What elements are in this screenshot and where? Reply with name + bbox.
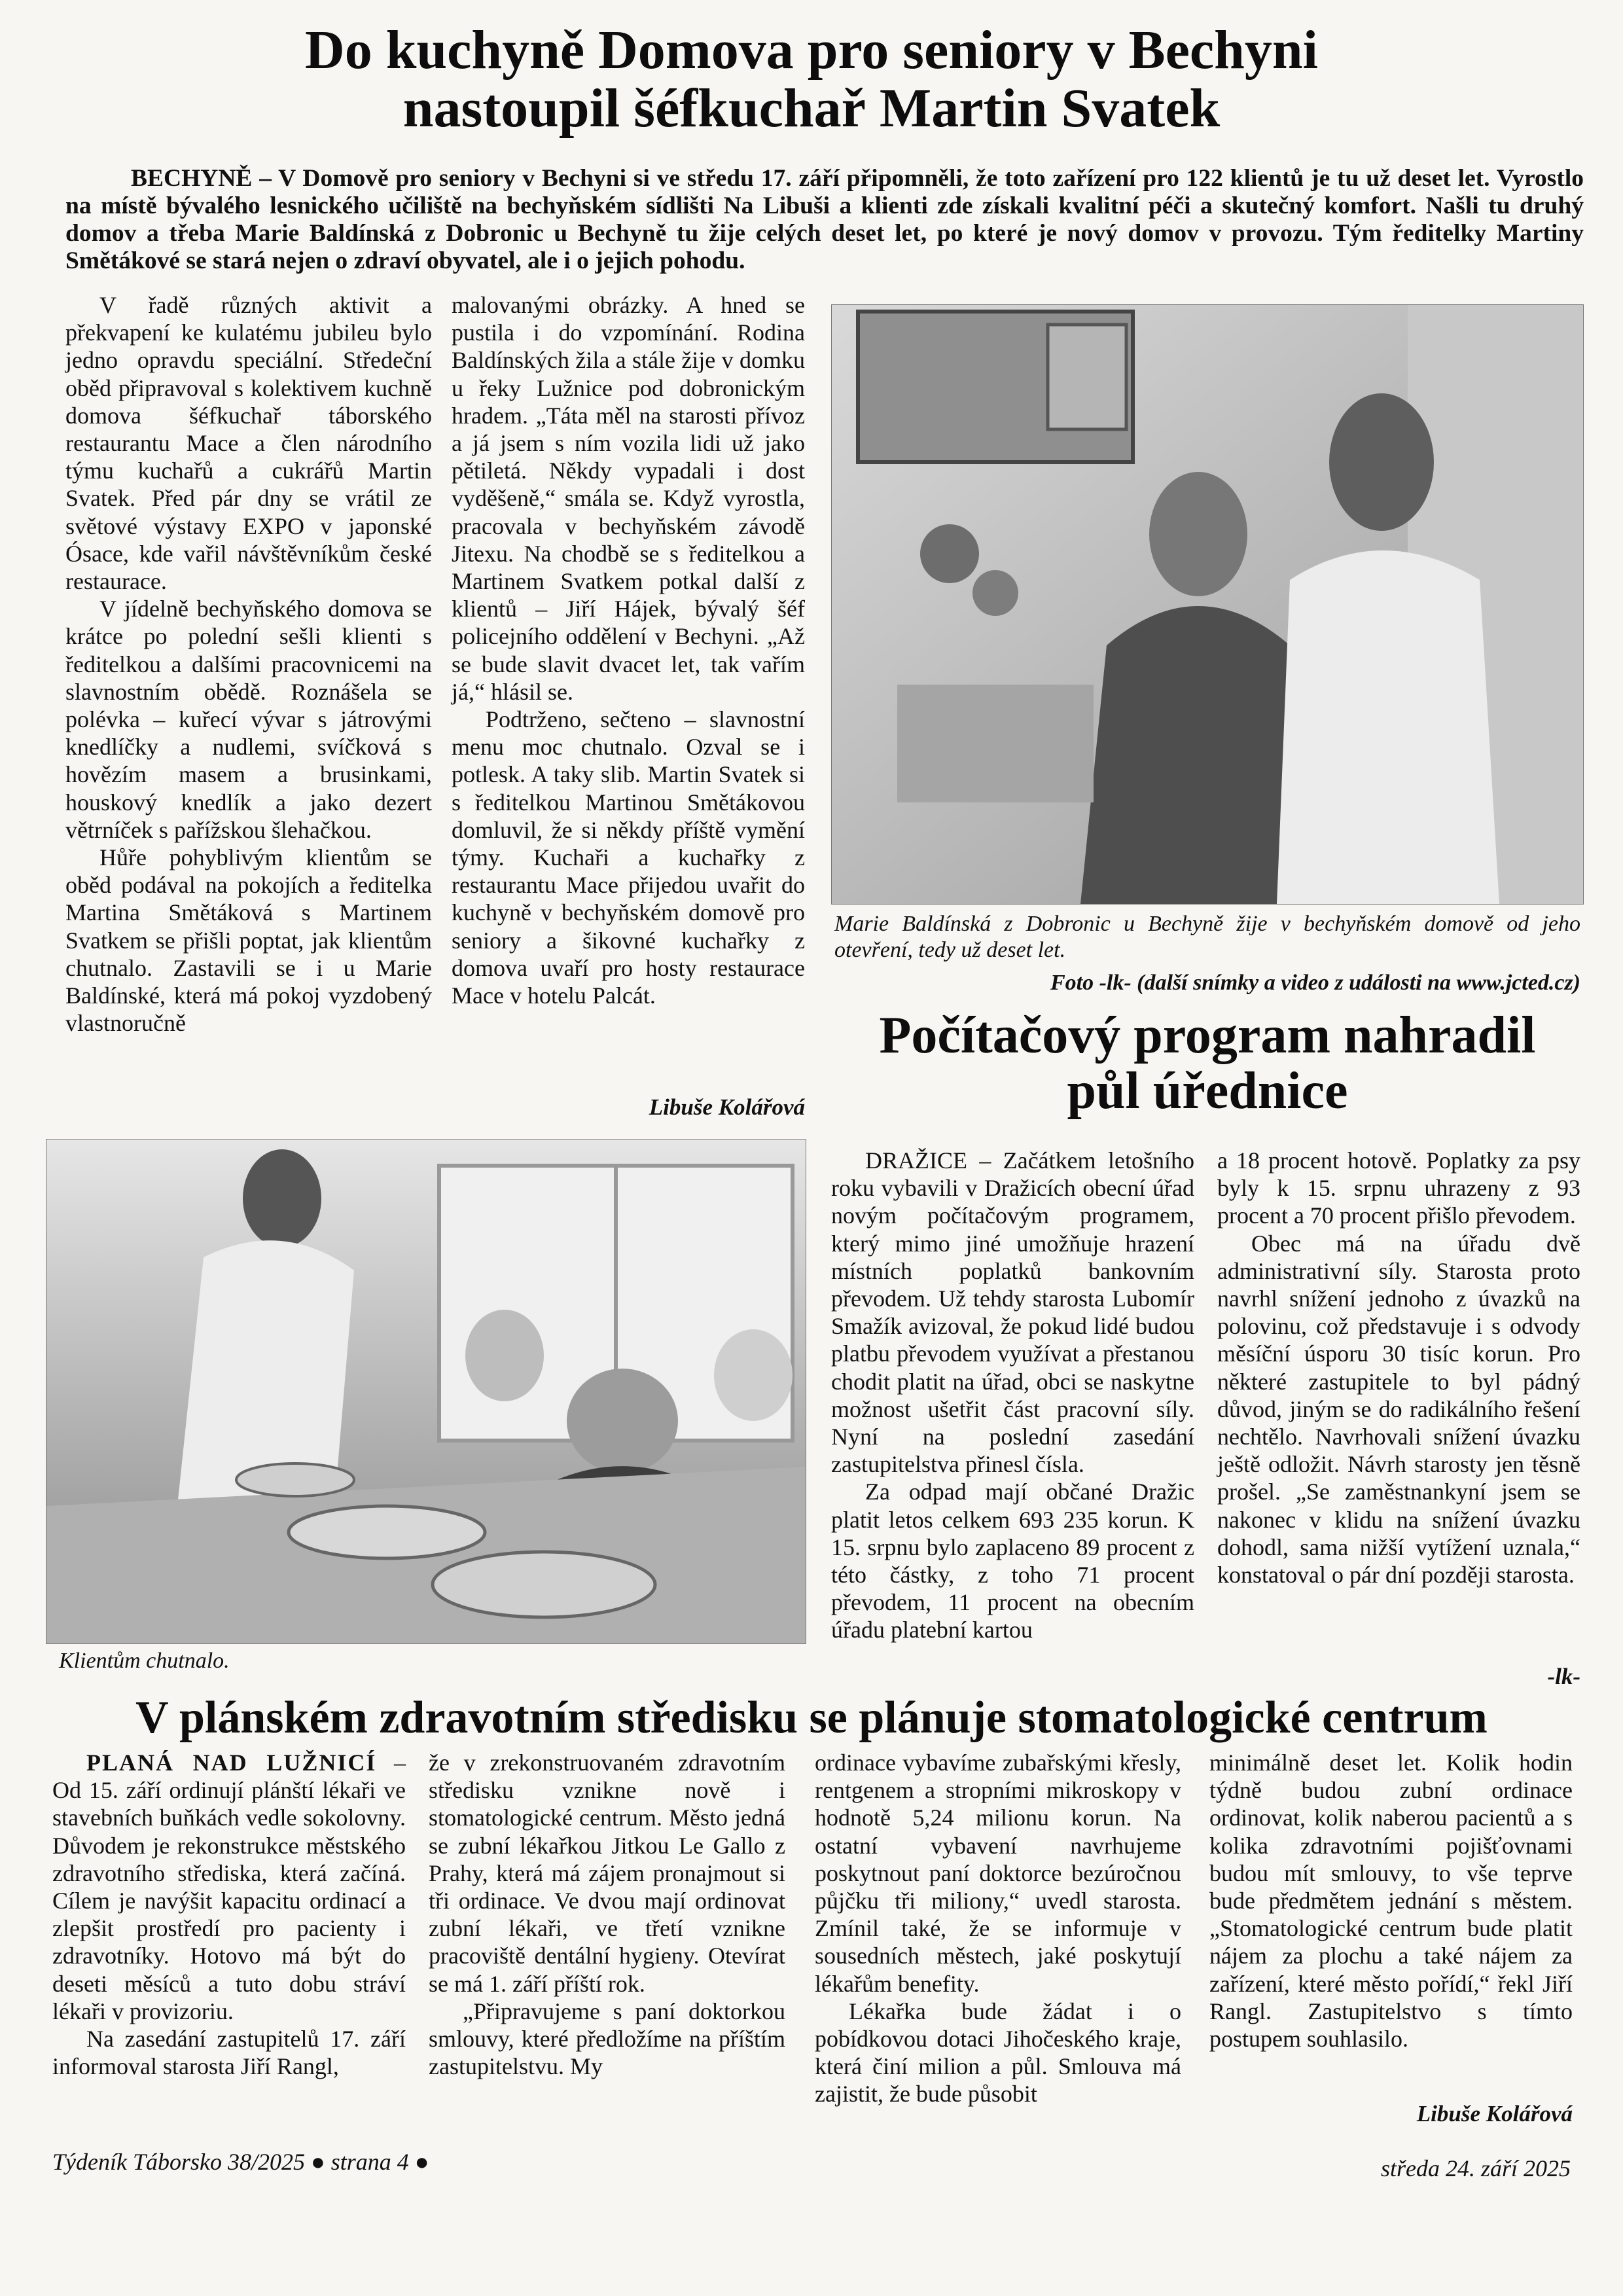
article3-headline: V plánském zdravotním středisku se plánuje stomatologické centrum bbox=[135, 1693, 1488, 1743]
article2-headline-line2: půl úřednice bbox=[1067, 1062, 1348, 1120]
article2-column-1 bbox=[831, 1147, 1194, 1644]
article1-column-2 bbox=[452, 291, 805, 1090]
article3-column-1 bbox=[52, 1749, 406, 2080]
article3-col1-paragraph: Na zasedání zastupitelů 17. září informoval starosta Jiří Rangl, bbox=[52, 2026, 406, 2080]
article1-headline bbox=[65, 21, 1558, 137]
article2-author: -lk- bbox=[1547, 1664, 1580, 1689]
article2-col1-paragraph: Za odpad mají občané Dražic platit letos celkem 693 235 korun. K 15. srpnu bylo zaplaceno 89 procent z této částky, z toho 71 procent převodem, 11 procent na obecním úřadu platební kartou bbox=[831, 1479, 1194, 1643]
article3-col3-paragraph: Lékařka bude žádat i o pobídkovou dotaci Jihočeského kraje, která činí milion a půl. Smlouva má zajistit, že bude působit bbox=[815, 1998, 1181, 2108]
footer-date: středa 24. září 2025 bbox=[1380, 2155, 1571, 2181]
article1-col1-paragraph: V řadě různých aktivit a překvapení ke kulatému jubileu bylo jedno opravdu speciální. Středeční oběd připravoval s kolektivem kuchně domova šéfkuchař táborského restaurantu Mace a člen národního týmu kuchařů a cukrářů Martin Svatek. Před pár dny se vrátil ze světové výstavy EXPO v japonské Ósace, kde vařil návštěvníkům české restaurace. bbox=[65, 292, 432, 595]
photo-dining-room bbox=[46, 1139, 806, 1644]
article3-col2-paragraph: „Připravujeme s paní doktorkou smlouvy, které předložíme na příštím zastupitelstvu. My bbox=[429, 1998, 785, 2080]
article1-lead: BECHYNĚ – V Domově pro seniory v Bechyni si ve středu 17. září připomněli, že toto zařízení pro 122 klientů je tu už deset let. Vyrostlo na místě bývalého lesnického učiliště na bechyňském sídlišti Na Libuši a klienti zde získali kvalitní péči a skutečný komfort. Našli tu druhý domov a třeba Marie Baldínská z Dobronic u Bechyně tu žije celých deset let, po které je nový domov v provozu. Tým ředitelky Martiny Smětákové se stará nejen o zdraví obyvatel, ale i o jejich pohodu. bbox=[65, 165, 1584, 274]
article3-column-4 bbox=[1209, 1749, 1573, 2053]
article1-col1-paragraph: Hůře pohyblivým klientům se oběd podával na pokojích a ředitelka Martina Smětáková s Martinem Svatkem se přišli poptat, jak klientům chutnalo. Zastavili se i u Marie Baldínské, která má pokoj vyzdobený vlastnoručně bbox=[65, 844, 432, 1037]
article1-headline-line2: nastoupil šéfkuchař Martin Svatek bbox=[402, 78, 1221, 139]
article3-col4-paragraph: minimálně deset let. Kolik hodin týdně budou zubní ordinace ordinovat, kolik naberou pacientů a s kolika zdravotními pojišťovnami budou mít smlouvy, to vše teprve bude předmětem jednání s městem. „Stomatologické centrum bude platit nájem za plochu a také nájem za zařízení, které město pořídí,“ řekl Jiří Rangl. Zastupitelstvo s tímto postupem souhlasilo. bbox=[1209, 1749, 1573, 2053]
article1-col1-paragraph: V jídelně bechyňského domova se krátce po polední sešli klienti s ředitelkou a dalšími pracovnicemi na slavnostním obědě. Roznášela se polévka – kuřecí vývar s játrovými knedlíčky a nudlemi, svíčková s hovězím masem a brusinkami, houskový knedlík a jako dezert větrníček s pařížskou šlehačkou. bbox=[65, 596, 432, 843]
article1-headline-line1: Do kuchyně Domova pro seniory v Bechyni bbox=[305, 20, 1318, 81]
photo2-caption: Klientům chutnalo. bbox=[59, 1649, 230, 1673]
footer-publication: Týdeník Táborsko 38/2025 ● strana 4 ● bbox=[52, 2149, 429, 2175]
article2-col2-paragraph: Obec má na úřadu dvě administrativní síly. Starosta proto navrhl snížení jednoho z úvazků na polovinu, což představuje i s odvody měsíční úsporu 30 tisíc korun. Pro některé zastupitele to byl pádný důvod, jiným se do radikálního řešení nechtělo. Navrhovali snížení úvazku ještě odložit. Návrh starosty jen těsně prošel. „Se zaměstnankyní jsem se nakonec v klidu na snížení úvazku dohodl, sama nižší vytížení uznala,“ konstatoval o pár dní později starosta. bbox=[1217, 1230, 1580, 1588]
photo-marie-baldinska-image bbox=[832, 305, 1583, 904]
article3-dateline: PLANÁ NAD LUŽNICÍ bbox=[86, 1749, 377, 1776]
photo1-caption: Marie Baldínská z Dobronic u Bechyně žije v bechyňském domově od jeho otevření, tedy už deset let. bbox=[834, 912, 1580, 962]
article2-headline-line1: Počítačový program nahradil bbox=[879, 1007, 1536, 1064]
article2-col2-paragraph: a 18 procent hotově. Poplatky za psy byly k 15. srpnu uhrazeny z 93 procent a 70 procent přišlo převodem. bbox=[1217, 1147, 1580, 1229]
photo1-credit: Foto -lk- (další snímky a video z události na www.jcted.cz) bbox=[1050, 971, 1580, 995]
photo-marie-baldinska bbox=[831, 304, 1584, 905]
article3-col1-paragraph bbox=[52, 1749, 406, 2025]
article3-col3-paragraph: ordinace vybavíme zubařskými křesly, rentgenem a stropními mikroskopy v hodnotě 5,24 milionu korun. Na ostatní vybavení navrhujeme poskytnout paní doktorce bezúročnou půjčku tři miliony,“ uvedl starosta. Zmínil také, že se informuje v sousedních městech, jaké poskytují lékařům benefity. bbox=[815, 1749, 1181, 1997]
article1-author: Libuše Kolářová bbox=[649, 1094, 805, 1120]
article1-col2-paragraph: Podtrženo, sečteno – slavnostní menu moc chutnalo. Ozval se i potlesk. A taky slib. Martin Svatek si s ředitelkou Martinou Smětákovou domluvil, že si někdy příště vymění týmy. Kuchaři a kuchařky z restaurantu Mace přijedou uvařit do kuchyně v bechyňském domově pro seniory a šikovné kuchařky z domova uvaří pro hosty restaurace Mace v hotelu Palcát. bbox=[452, 706, 805, 1009]
article3-column-2 bbox=[429, 1749, 785, 2080]
article2-col1-paragraph: DRAŽICE – Začátkem letošního roku vybavili v Dražicích obecní úřad novým počítačovým programem, který mimo jiné umožňuje hrazení místních poplatků bankovním převodem. Už tehdy starosta Lubomír Smažík avizoval, že pokud lidé budou platbu převodem využívat a přestanou chodit platit na úřad, obci se naskytne možnost ušetřit část pracovní síly. Nyní na poslední zasedání zastupitelstva přinesl čísla. bbox=[831, 1147, 1194, 1478]
article2-column-2 bbox=[1217, 1147, 1580, 1588]
article3-column-3 bbox=[815, 1749, 1181, 2108]
article1-col2-paragraph: malovanými obrázky. A hned se pustila i do vzpomínání. Rodina Baldínských žila a stále žije v domku u řeky Lužnice pod dobronickým hradem. „Táta měl na starosti přívoz a já jsem s ním vozila lidi už jako pětiletá. Někdy vypadali i dost vyděšeně,“ smála se. Když vyrostla, pracovala v bechyňském závodě Jitexu. Na chodbě se s ředitelkou a Martinem Svatkem potkal další z klientů – Jiří Hájek, bývalý šéf policejního oddělení v Bechyni. „Až se bude slavit dvacet let, tak vařím já,“ hlásil se. bbox=[452, 292, 805, 705]
article3-author: Libuše Kolářová bbox=[1416, 2101, 1573, 2126]
article3-col1-text: – Od 15. září ordinují plánští lékaři ve stavebních buňkách vedle sokolovny. Důvodem je rekonstrukce městského zdravotního střediska, která začíná. Cílem je navýšit kapacitu ordinací a zlepšit prostředí pro pacienty i zdravotníky. Hotovo má být do deseti měsíců a tuto dobu stráví lékaři v provizoriu. bbox=[52, 1749, 406, 2024]
article2-headline bbox=[831, 1008, 1584, 1119]
photo-dining-room-image bbox=[46, 1139, 806, 1643]
article3-col2-paragraph: že v zrekonstruovaném zdravotním středisku vznikne nově i stomatologické centrum. Město jedná se zubní lékařkou Jitkou Le Gallo z Prahy, která má zájem pronajmout si tři ordinace. Ve dvou mají ordinovat zubní lékaři, ve třetí vznikne pracoviště dentální hygieny. Otevírat se má 1. září příští rok. bbox=[429, 1749, 785, 1997]
article1-column-1 bbox=[65, 291, 432, 1116]
